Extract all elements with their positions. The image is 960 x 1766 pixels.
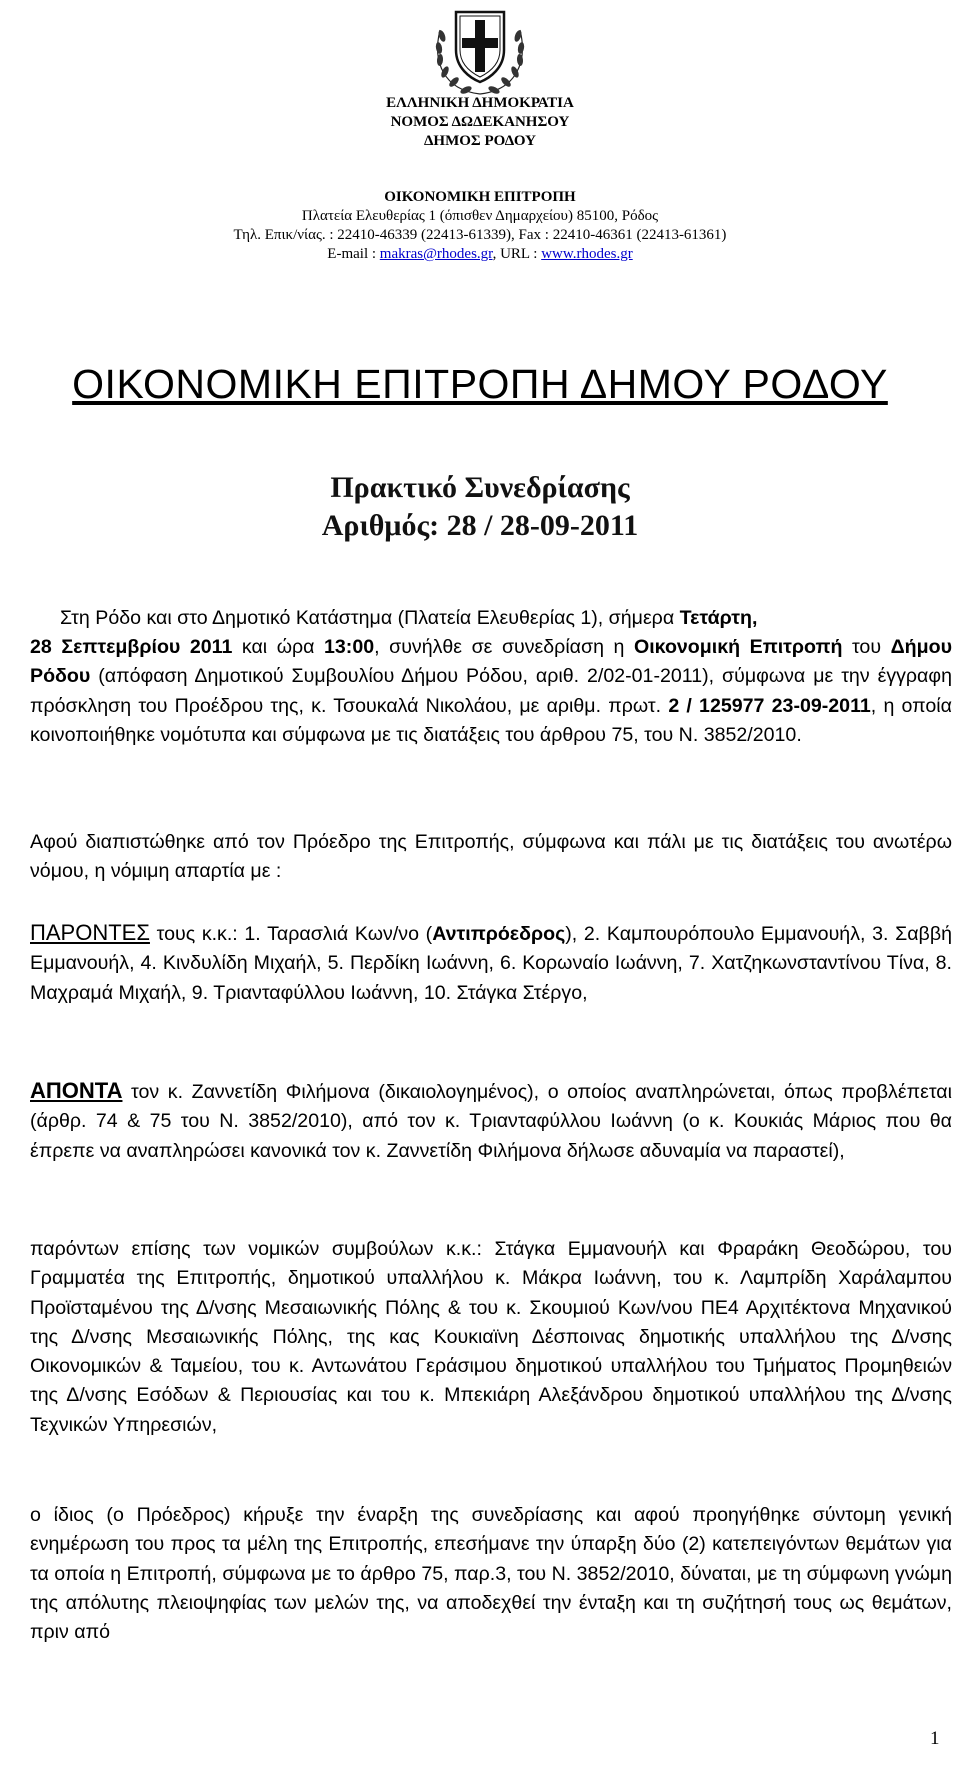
paragraph-absent (30, 1076, 952, 1166)
header-phone: Τηλ. Επικ/νίας. : 22410-46339 (22413-61339), Fax : 22410-46361 (22413-61361) (233, 227, 727, 243)
email-link[interactable]: makras@rhodes.gr (379, 246, 493, 262)
p1-text: Στη Ρόδο και στο Δημοτικό Κατάστημα (Πλατεία Ελευθερίας 1), σήμερα (60, 607, 680, 629)
url-link[interactable]: www.rhodes.gr (541, 246, 633, 262)
header-prefecture: ΝΟΜΟΣ ΔΩΔΕΚΑΝΗΣΟΥ (390, 114, 570, 130)
p1-date: 28 Σεπτεμβρίου 2011 (30, 636, 233, 658)
header-address: Πλατεία Ελευθερίας 1 (όπισθεν Δημαρχείου) 85100, Ρόδος (301, 208, 659, 224)
paragraph-opening: ο ίδιος (ο Πρόεδρος) κήρυξε την έναρξη της συνεδρίασης και αφού προηγήθηκε σύντομη γενική ενημέρωση του προς τα μέλη της Επιτροπής, επεσήμανε την ύπαρξη δύο (2) κατεπειγόντων θεμάτων για τα οποία η Επιτροπή, σύμφωνα με το άρθρο 75, παρ.3, του Ν. 3852/2010, δύναται, με τη σύμφωνη γνώμη της απόλυτης πλειοψηφίας των μελών της, να αποδεχθεί την ένταξη και τη συζήτησή τους ως θεμάτων, πριν από (30, 1504, 952, 1644)
paragraph-1 (60, 604, 952, 633)
page-title: ΟΙΚΟΝΟΜΙΚΗ ΕΠΙΤΡΟΠΗ ΔΗΜΟΥ ΡΟΔΟΥ (72, 361, 888, 407)
p1-committee: Οικονομική Επιτροπή (633, 636, 843, 658)
header-country: ΕΛΛΗΝΙΚΗ ΔΗΜΟΚΡΑΤΙΑ (386, 95, 574, 111)
present-text: τους κ.κ.: 1. Ταρασλιά Κων/νο ( (149, 923, 433, 945)
p1-text: , η οποία κοινοποιήθηκε νομότυπα και σύμφωνα με τις διατάξεις του άρθρου 75, του Ν. 3852/2010. (30, 694, 952, 746)
absent-text: τον κ. Ζαννετίδη Φιλήμονα (δικαιολογημένος), ο οποίος αναπληρώνεται, όπως προβλέπεται (άρθρ. 74 & 75 του Ν. 3852/2010), από τον κ. Τριανταφύλλου Ιωάννη (ο κ. Κουκιάς Μάριος που θα έπρεπε να αναπληρώσει κανονικά τον κ. Ζαννετίδη Φιλήμονα δήλωσε αδυναμία να παραστεί), (30, 1081, 952, 1162)
p1-text: (απόφαση Δημοτικού Συμβουλίου Δήμου Ρόδου, αριθ. 2/02-01-2011), σύμφωνα με την έγγραφη πρόσκληση του Προέδρου της, κ. Τσουκαλά Νικολάου, με αριθμ. πρωτ. (30, 665, 952, 717)
header-committee: ΟΙΚΟΝΟΜΙΚΗ ΕΠΙΤΡΟΠΗ (384, 189, 576, 205)
paragraph-present (30, 918, 952, 1008)
minutes-heading: Πρακτικό Συνεδρίασης (330, 471, 630, 504)
email-label: E-mail : (327, 246, 380, 262)
absent-label: ΑΠΟΝΤΑ (30, 1078, 123, 1103)
paragraph-1-cont (30, 633, 952, 750)
present-text: ), 2. Καμπουρόπουλο Εμμανουήλ, 3. Σαββή Εμμανουήλ, 4. Κινδυλίδη Μιχαήλ, 5. Περδίκη Ιωάννη, 6. Κορωναίο Ιωάννη, 7. Χατζηκωνσταντίνου Τίνα, 8. Μαχραμά Μιχαήλ, 9. Τριανταφύλλου Ιωάννη, 10. Στάγκα Στέργο, (30, 923, 952, 1004)
p1-text: του (842, 636, 891, 658)
vice-president-label: Αντιπρόεδρος (432, 923, 566, 945)
p1-municipality: Δήμου Ρόδου (30, 636, 952, 688)
p1-day: Τετάρτη, (679, 607, 758, 629)
header-contact (0, 245, 960, 263)
url-label: , URL : (492, 246, 542, 262)
p1-protocol: 2 / 125977 23-09-2011 (668, 694, 871, 717)
page-number: 1 (930, 1728, 940, 1749)
greek-coat-of-arms-icon (426, 2, 534, 100)
paragraph-attendees: παρόντων επίσης των νομικών συμβούλων κ.κ.: Στάγκα Εμμανουήλ και Φραράκη Θεοδώρου, του Γραμματέα της Επιτροπής, δημοτικού υπαλλήλου κ. Μάκρα Ιωάννη, του κ. Λαμπρίδη Χαράλαμπου Προϊσταμένου της Δ/νσης Μεσαιωνικής Πόλης & του κ. Σκουμιού Κων/νου ΠΕ4 Αρχιτέκτονα Μηχανικού της Δ/νσης Μεσαιωνικής Πόλης, της κας Κουκιαϊνη Δέσποινας δημοτικής υπαλλήλου της Δ/νσης Οικονομικών & Ταμείου, του κ. Αντωνάτου Γεράσιμου δημοτικού υπαλλήλου του Τμήματος Προμηθειών της Δ/νσης Εσόδων & Περιουσίας και του κ. Μπεκιάρη Αλεξάνδρου δημοτικού υπαλλήλου της Δ/νσης Τεχνικών Υπηρεσιών, (30, 1238, 952, 1436)
p1-text: , συνήλθε σε συνεδρίαση η (374, 636, 634, 658)
present-label: ΠΑΡΟΝΤΕΣ (30, 920, 150, 945)
paragraph-2: Αφού διαπιστώθηκε από τον Πρόεδρο της Επιτροπής, σύμφωνα και πάλι με τις διατάξεις του ανωτέρω νόμου, η νόμιμη απαρτία με : (30, 831, 952, 883)
p1-text: και ώρα (232, 636, 324, 658)
header-municipality: ΔΗΜΟΣ ΡΟΔΟΥ (424, 133, 536, 149)
p1-time: 13:00 (324, 636, 375, 658)
minutes-number: Αριθμός: 28 / 28-09-2011 (321, 509, 639, 542)
